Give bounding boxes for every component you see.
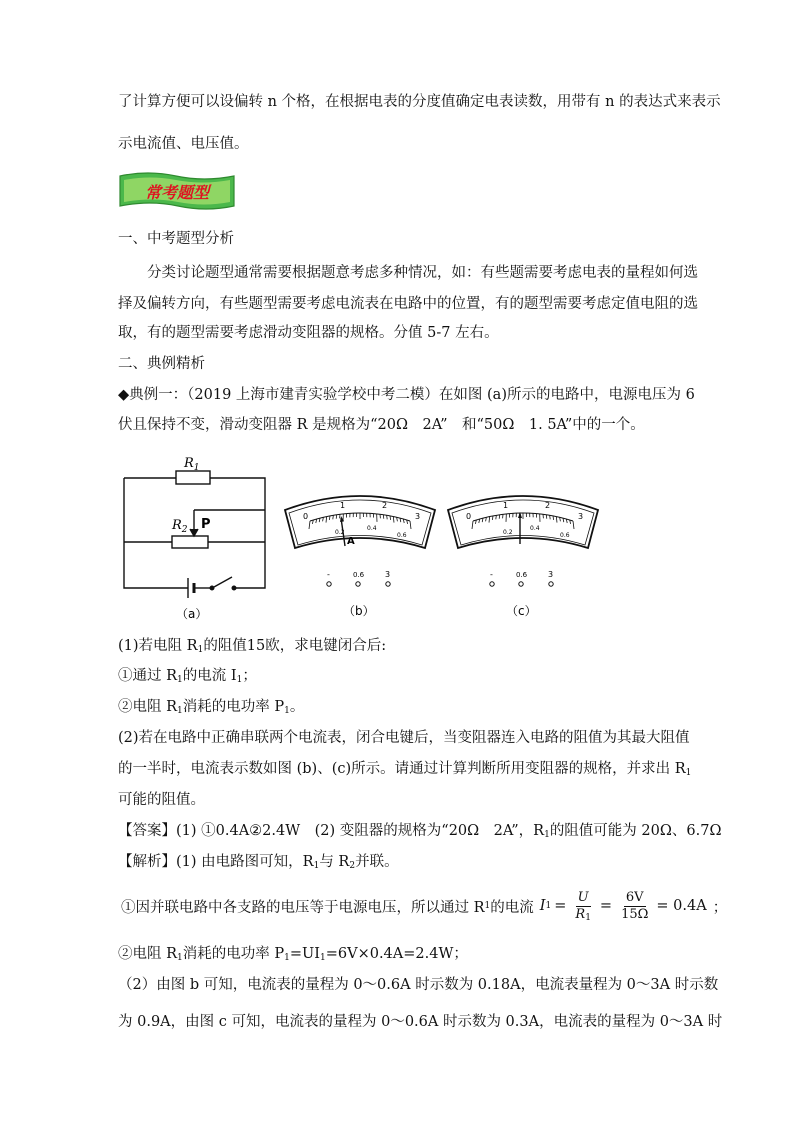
scale-tick bbox=[550, 515, 551, 519]
section1-para-line-3: 取，有的题型需要考虑滑动变阻器的规格。分值 5-7 左右。 bbox=[118, 325, 499, 341]
section1-para-line-2: 择及偏转方向，有些题型需要考虑电流表在电路中的位置，有的题型需要考虑定值电阻的选 bbox=[118, 296, 698, 312]
svg-text:0.4: 0.4 bbox=[367, 525, 377, 532]
slider-p-label: P bbox=[201, 517, 211, 532]
analysis-line-1: 【解析】(1) 由电路图可知，$R_1$与 $R_2$并联。 bbox=[118, 854, 399, 871]
question-1a: ①通过 $R_1$的电流 $I_1$； bbox=[118, 668, 257, 685]
question-1b: ②电阻 $R_1$消耗的电功率 $P_1$。 bbox=[118, 699, 305, 716]
svg-text:-: - bbox=[327, 570, 330, 579]
analysis-line-5: 为 0.9A，由图 c 可知，电流表的量程为 0～0.6A 时示数为 0.3A，电流表的量程为 0～3A 时 bbox=[118, 1014, 723, 1030]
fraction-6v-over-15ohm: $\frac{6V}{15\Omega}$ bbox=[621, 889, 649, 922]
r2-label: $R_2$ bbox=[172, 518, 188, 535]
example-line-2: 伏且保持不变，滑动变阻器 R 是规格为“20Ω 2A” 和“50Ω 1. 5A”中的一个。 bbox=[118, 417, 645, 433]
svg-text:0.6: 0.6 bbox=[560, 532, 570, 539]
svg-text:0: 0 bbox=[466, 512, 472, 521]
analysis-line-3: ②电阻 $R_1$消耗的电功率 $P_1=UI_1=6V\times 0.4A=2.4W$； bbox=[118, 946, 468, 963]
ammeter-b bbox=[285, 496, 435, 618]
question-1: (1)若电阻 $R_1$的阻值15欧，求电键闭合后: bbox=[118, 638, 387, 655]
svg-text:1: 1 bbox=[503, 501, 509, 510]
intro-line-1: 了计算方便可以设偏转 n 个格，在根据电表的分度值确定电表读数，用带有 n 的表达式来表示 bbox=[118, 94, 721, 110]
scale-tick bbox=[387, 515, 388, 519]
svg-text:0.4: 0.4 bbox=[530, 525, 540, 532]
scale-tick bbox=[333, 515, 334, 519]
section1-para-line-1: 分类讨论题型通常需要根据题意考虑多种情况，如：有些题需要考虑电表的量程如何选 bbox=[147, 265, 698, 281]
section2-heading: 二、典例精析 bbox=[118, 356, 205, 372]
ammeter-c bbox=[448, 496, 598, 618]
circuit-and-meter-figures bbox=[110, 440, 610, 625]
question-2-line-2: 的一半时，电流表示数如图 (b)、(c)所示。请通过计算判断所用变阻器的规格，并求出 $R_1$ bbox=[118, 761, 692, 778]
svg-text:2: 2 bbox=[545, 501, 551, 510]
r1-label: $R_1$ bbox=[184, 456, 200, 473]
svg-text:0.2: 0.2 bbox=[503, 529, 513, 536]
fraction-u-over-r1: $\frac{U}{R_1}$ bbox=[575, 889, 591, 923]
question-type-banner bbox=[118, 172, 236, 212]
banner-label: 常考题型 bbox=[144, 183, 210, 202]
svg-text:A: A bbox=[347, 536, 355, 547]
svg-text:0.6: 0.6 bbox=[397, 532, 407, 539]
caption-a: （a） bbox=[176, 607, 208, 621]
svg-text:3: 3 bbox=[548, 570, 554, 579]
section1-heading: 一、中考题型分析 bbox=[118, 231, 234, 247]
svg-text:0: 0 bbox=[303, 512, 309, 521]
scale-tick bbox=[496, 515, 497, 519]
answer-line: 【答案】(1) ①0.4A②2.4W (2) 变阻器的规格为“20Ω 2A”，$R_1$的阻值可能为 20Ω、6.7Ω bbox=[118, 823, 722, 840]
caption-b: （b） bbox=[343, 604, 375, 618]
analysis-formula-line: ①因并联电路中各支路的电压等于电源电压，所以通过 R 1 的电流 I 1 = $\frac{U}{R_1}$ = $\frac{6V}{15\Omega}$ = 0.4A ； bbox=[121, 889, 728, 923]
analysis-line-4: （2）由图 b 可知，电流表的量程为 0～0.6A 时示数为 0.18A，电流表量程为 0～3A 时示数 bbox=[118, 977, 719, 993]
svg-text:0.2: 0.2 bbox=[335, 529, 345, 536]
question-2-line-1: (2)若在电路中正确串联两个电流表，闭合电键后，当变阻器连入电路的阻值为其最大阻值 bbox=[118, 730, 690, 746]
svg-text:0.6: 0.6 bbox=[353, 571, 365, 579]
svg-text:-: - bbox=[490, 570, 493, 579]
svg-text:1: 1 bbox=[340, 501, 346, 510]
svg-text:0.6: 0.6 bbox=[516, 571, 528, 579]
intro-line-2: 示电流值、电压值。 bbox=[118, 136, 249, 152]
svg-text:3: 3 bbox=[415, 512, 421, 521]
example-line-1: ◆典例一：（2019 上海市建青实验学校中考二模）在如图 (a)所示的电路中，电源电压为 6 bbox=[118, 387, 695, 403]
svg-text:3: 3 bbox=[578, 512, 584, 521]
caption-c: （c） bbox=[506, 604, 537, 618]
svg-text:2: 2 bbox=[382, 501, 388, 510]
question-2-line-3: 可能的阻值。 bbox=[118, 792, 205, 808]
circuit-diagram-a bbox=[124, 471, 265, 598]
svg-text:3: 3 bbox=[385, 570, 391, 579]
